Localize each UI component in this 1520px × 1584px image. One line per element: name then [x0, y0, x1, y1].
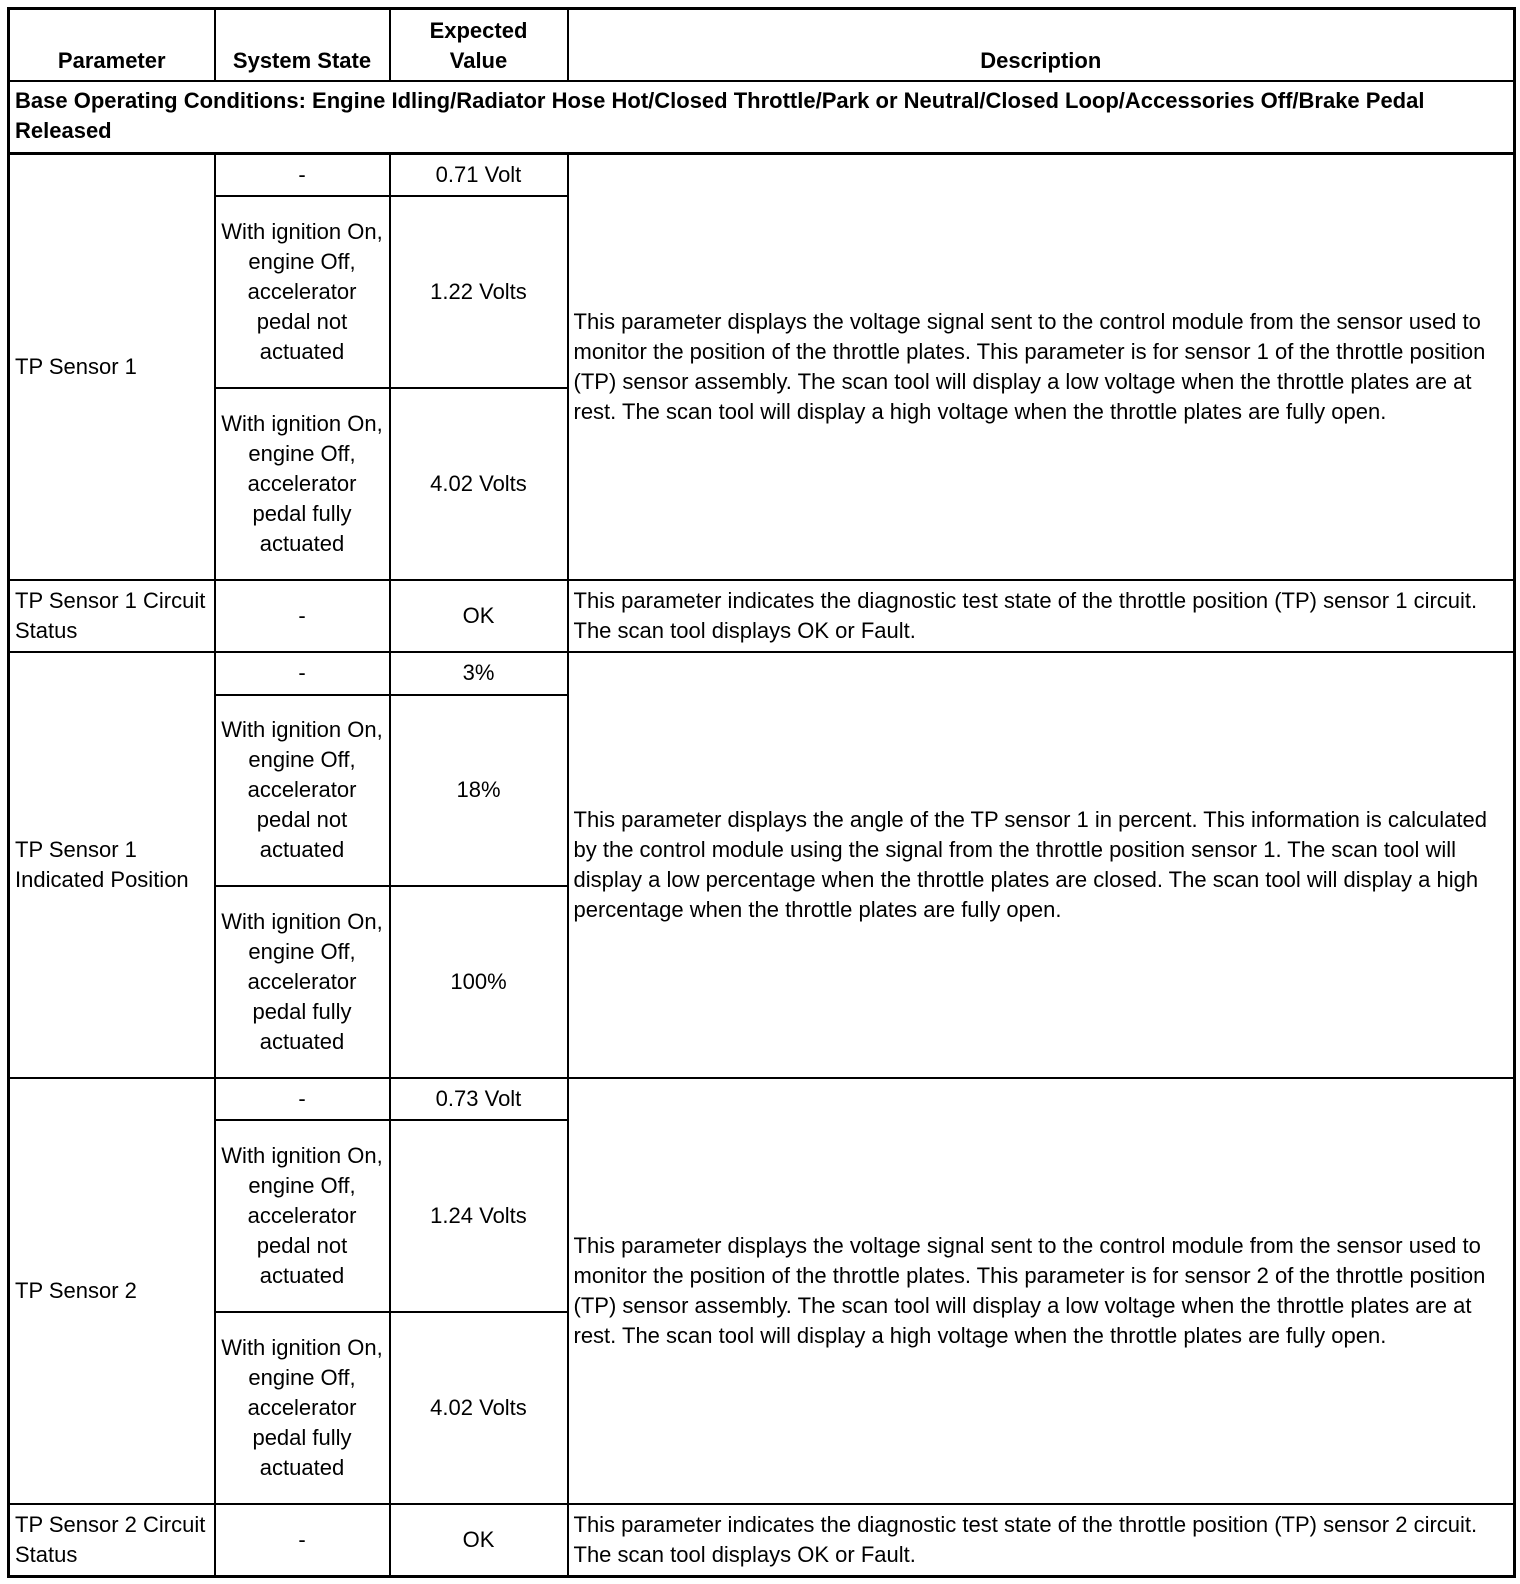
header-expected-value — [390, 9, 568, 82]
value-cell: 0.73 Volt — [390, 1078, 568, 1120]
value-cell: 100% — [390, 886, 568, 1078]
state-cell: - — [215, 1078, 390, 1120]
state-cell: - — [215, 154, 390, 196]
state-cell: - — [215, 652, 390, 694]
state-cell: - — [215, 1504, 390, 1577]
header-expected-line2: Value — [449, 48, 508, 74]
state-cell: With ignition On, engine Off, accelerator pedal not actuated — [215, 196, 390, 388]
value-cell: 3% — [390, 652, 568, 694]
header-parameter: Parameter — [9, 9, 215, 82]
base-operating-conditions: Base Operating Conditions: Engine Idling/Radiator Hose Hot/Closed Throttle/Park or Neutral/Closed Loop/Accessories Off/Brake Pedal Released — [9, 81, 1515, 154]
header-expected-line1: Expected — [429, 18, 528, 44]
table-row — [9, 1078, 1515, 1120]
param-tp-sensor-1: TP Sensor 1 — [9, 154, 215, 580]
state-cell: - — [215, 580, 390, 653]
value-cell: 1.22 Volts — [390, 196, 568, 388]
state-cell: With ignition On, engine Off, accelerator pedal not actuated — [215, 1120, 390, 1312]
value-cell: 1.24 Volts — [390, 1120, 568, 1312]
state-cell: With ignition On, engine Off, accelerator pedal fully actuated — [215, 388, 390, 580]
param-tp-sensor-1-circuit-status: TP Sensor 1 Circuit Status — [9, 580, 215, 653]
table-row — [9, 154, 1515, 196]
parameter-table — [7, 7, 1516, 1578]
value-cell: OK — [390, 580, 568, 653]
description-tp-sensor-1-indicated-position: This parameter displays the angle of the TP sensor 1 in percent. This information is calculated by the control module using the signal from the throttle position sensor 1. The scan tool will display a low percentage when the throttle plates are closed. The scan tool will display a high percentage when the throttle plates are fully open. — [568, 652, 1515, 1078]
header-row — [9, 9, 1515, 82]
description-tp-sensor-2: This parameter displays the voltage signal sent to the control module from the sensor used to monitor the position of the throttle plates. This parameter is for sensor 2 of the throttle position (TP) sensor assembly. The scan tool will display a low voltage when the throttle plates are at rest. The scan tool will display a high voltage when the throttle plates are fully open. — [568, 1078, 1515, 1504]
value-cell: 4.02 Volts — [390, 1312, 568, 1504]
state-cell: With ignition On, engine Off, accelerator pedal fully actuated — [215, 1312, 390, 1504]
header-description: Description — [568, 9, 1515, 82]
value-cell: 0.71 Volt — [390, 154, 568, 196]
param-tp-sensor-1-indicated-position: TP Sensor 1 Indicated Position — [9, 652, 215, 1078]
value-cell: 18% — [390, 695, 568, 887]
table-row — [9, 580, 1515, 653]
table-row — [9, 652, 1515, 694]
param-tp-sensor-2-circuit-status: TP Sensor 2 Circuit Status — [9, 1504, 215, 1577]
table-row — [9, 1504, 1515, 1577]
description-tp-sensor-1: This parameter displays the voltage signal sent to the control module from the sensor used to monitor the position of the throttle plates. This parameter is for sensor 1 of the throttle position (TP) sensor assembly. The scan tool will display a low voltage when the throttle plates are at rest. The scan tool will display a high voltage when the throttle plates are fully open. — [568, 154, 1515, 580]
description-tp-sensor-1-circuit-status: This parameter indicates the diagnostic test state of the throttle position (TP) sensor 1 circuit. The scan tool displays OK or Fault. — [568, 580, 1515, 653]
state-cell: With ignition On, engine Off, accelerator pedal not actuated — [215, 695, 390, 887]
state-cell: With ignition On, engine Off, accelerator pedal fully actuated — [215, 886, 390, 1078]
param-tp-sensor-2: TP Sensor 2 — [9, 1078, 215, 1504]
value-cell: OK — [390, 1504, 568, 1577]
value-cell: 4.02 Volts — [390, 388, 568, 580]
conditions-row — [9, 81, 1515, 154]
description-tp-sensor-2-circuit-status: This parameter indicates the diagnostic test state of the throttle position (TP) sensor 2 circuit. The scan tool displays OK or Fault. — [568, 1504, 1515, 1577]
header-system-state: System State — [215, 9, 390, 82]
